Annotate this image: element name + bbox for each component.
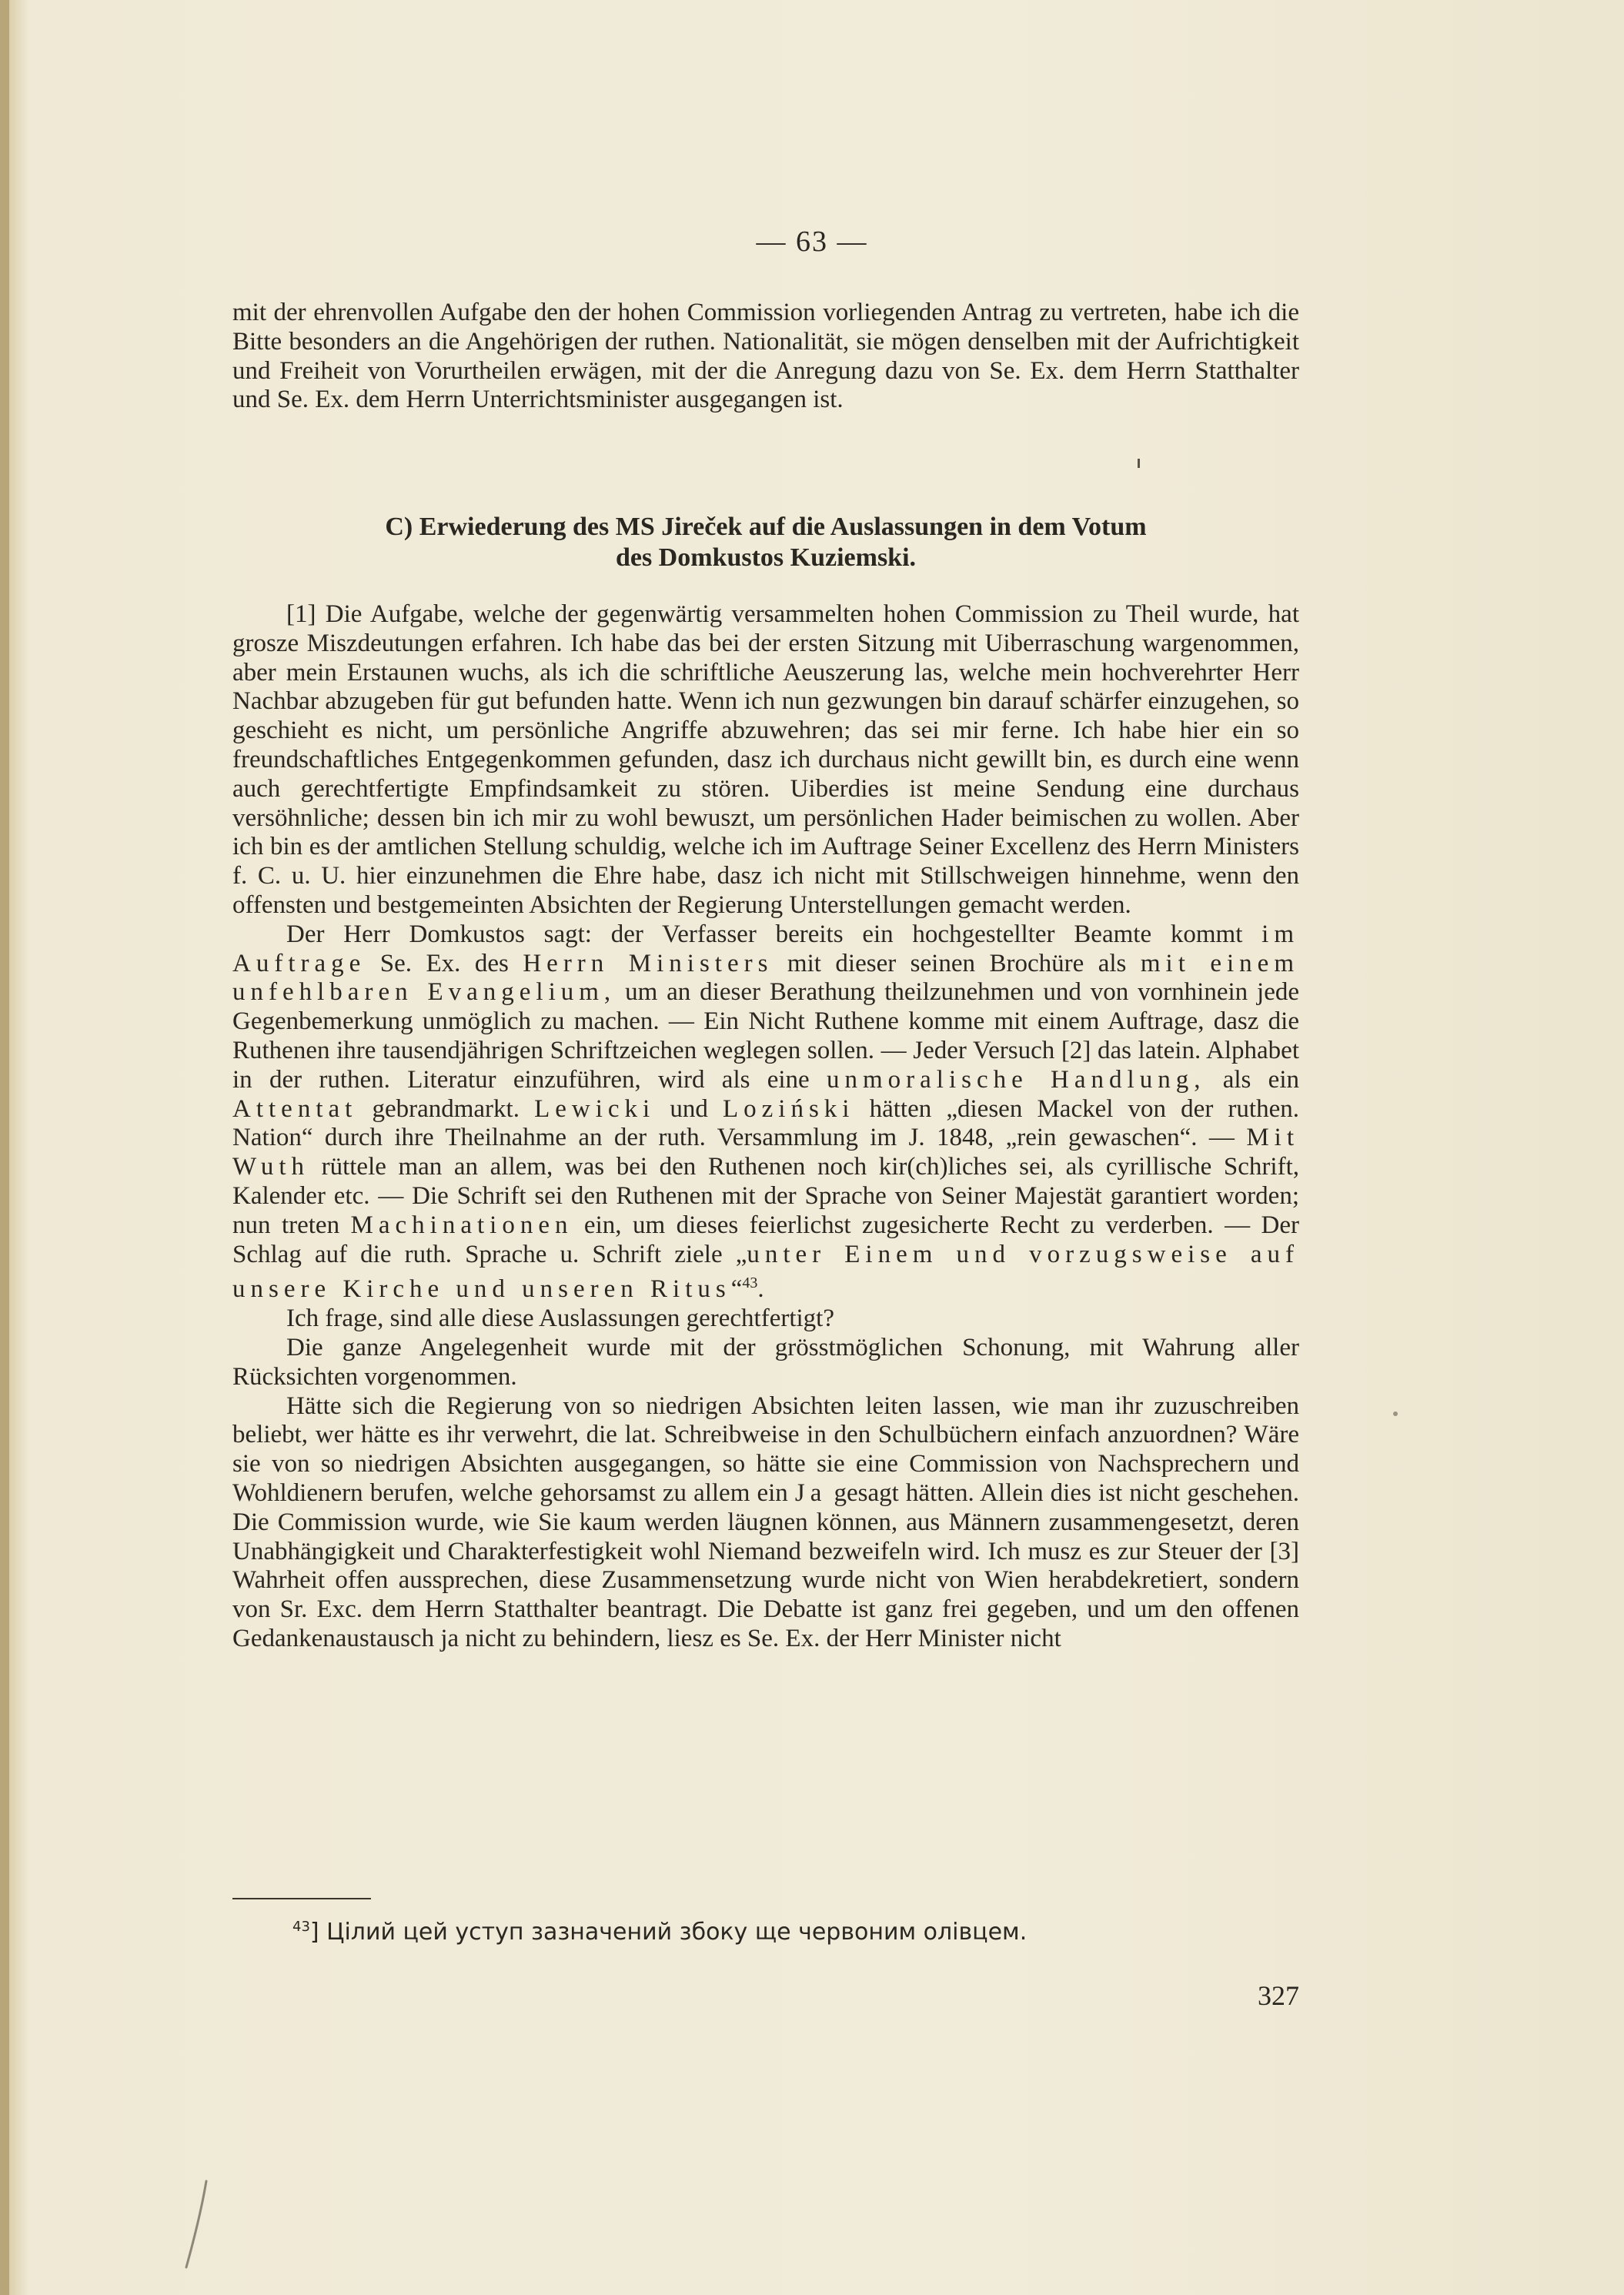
footnote-text: ] Цілий цей уступ зазначений збоку ще червоним олівцем. — [309, 1919, 1028, 1946]
pencil-tick-mark — [1138, 459, 1140, 468]
section-heading — [232, 512, 1299, 573]
p2-part-b: Se. Ex. des — [366, 949, 523, 977]
p2-part-d: um an dieser Berathung theilzunehmen und von vornhinein jede Gegenbemerkung unmöglich zu machen. — Ein Nicht Ruthene komme mit einem Auftrage, dasz die Ruthenen ihre tausendjährigen Schriftzeichen weglegen sollen. — Jeder Versuch [2] das latein. Alphabet in der ruthen. Literatur einzuführen, wird als eine — [232, 978, 1299, 1094]
p2-emphasis-6: Lewicki — [534, 1094, 656, 1123]
p5-part-b: gesagt hätten. Allein dies ist nicht geschehen. Die Commission wurde, wie Sie kaum werden läugnen können, aus Männern zusammengesetzt, deren Unabhängigkeit und Charakterfestigkeit wohl Niemand bezweifeln wird. Ich musz es zur Steuer der [3] Wahrheit offen aussprechen, diese Zusammensetzung wurde nicht von Wien herabdekretiert, sondern von Sr. Exc. dem Herrn Statthalter beantragt. Die Debatte ist ganz frei gegeben, und um den offenen Gedankenaustausch ja nicht zu behindern, liesz es Se. Ex. der Herr Minister nicht — [232, 1478, 1299, 1652]
p2-end: . — [757, 1275, 764, 1304]
p2-emphasis-10: unter Einem und vorzugsweise auf unsere Kirche und unseren Ritus — [232, 1240, 1300, 1304]
p2-emphasis-8: Mit Wuth — [232, 1124, 1299, 1181]
footnote — [292, 1913, 1027, 1946]
page-number: 327 — [1258, 1980, 1299, 2011]
stray-mark — [1393, 1411, 1398, 1416]
binding-edge — [0, 0, 9, 2295]
p2-part-a: Der Herr Domkustos sagt: der Verfasser bereits ein hochgestellter Beamte kommt — [286, 920, 1262, 948]
p2-part-i: rüttele man an allem, was bei den Ruthenen noch kir(ch)liches sei, als cyrillische Schrift, Kalender etc. — Die Schrift sei den Ruthenen mit der Sprache von Seiner Majestät garantiert worden; nun treten — [232, 1153, 1299, 1239]
p2-part-j: ein, um dieses feierlichst zugesicherte Recht zu verderben. — Der Schlag auf die ruth. Sprache u. Schrift ziele „ — [232, 1211, 1299, 1268]
p2-part-g: und — [655, 1094, 723, 1123]
footnote-divider — [232, 1898, 371, 1899]
footnote-reference: 43 — [742, 1274, 758, 1292]
body-paragraph-4: Die ganze Angelegenheit wurde mit der grösstmöglichen Schonung, mit Wahrung aller Rücksichten vorgenommen. — [232, 1333, 1299, 1391]
p2-emphasis-4: unmoralische Handlung, — [826, 1065, 1206, 1094]
p2-emphasis-9: Machinationen — [350, 1211, 573, 1239]
body-paragraph-5 — [232, 1392, 1299, 1654]
section-heading-line-1: C) Erwiederung des MS Jireček auf die Auslassungen in dem Votum — [385, 513, 1147, 541]
intro-paragraph — [232, 299, 1299, 415]
footnote-number: 43 — [292, 1919, 310, 1935]
section-heading-line-2: des Domkustos Kuziemski. — [615, 543, 917, 572]
p5-part-a: Hätte sich die Regierung von so niedrigen Absichten leiten lassen, wie man ihr zuzuschreiben beliebt, wer hätte es ihr verwehrt, die lat. Schreibweise in den Schulbüchern einfach anzuordnen? Wäre sie von so niedrigen Absichten ausgegangen, so hätte sie eine Commission von Nachsprechern und Wohldienern berufen, welche gehorsamst zu allem ein — [232, 1391, 1299, 1507]
body-paragraph-2 — [232, 920, 1299, 1305]
p2-emphasis-2: Herrn Ministers — [523, 949, 774, 977]
p2-emphasis-7: Loziński — [722, 1094, 855, 1123]
running-page-header: — 63 — — [756, 225, 868, 258]
p2-emphasis-5: Attentat — [232, 1094, 358, 1123]
body-paragraph-1: [1] Die Aufgabe, welche der gegenwärtig versammelten hohen Commission zu Theil wurde, hat grosze Miszdeutungen erfahren. Ich habe das bei der ersten Sitzung mit Uiberraschung wargenommen, aber mein Erstaunen wuchs, als ich die schriftliche Aeuszerung las, welche mein hochverehrter Herr Nachbar abzugeben für gut befunden hatte. Wenn ich nun gezwungen bin darauf schärfer einzugehen, so geschieht es nicht, um persönliche Angriffe abzuwehren; das sei mir ferne. Ich habe hier ein so freundschaftliches Entgegenkommen gefunden, dasz ich durchaus nicht gewillt bin, es durch eine wenn auch gerechtfertigte Empfindsamkeit zu stören. Uiberdies ist meine Sendung eine durchaus versöhnliche; dessen bin ich mir zu wohl bewuszt, um persönlichen Hader beimischen zu wollen. Aber ich bin es der amtlichen Stellung schuldig, welche ich im Auftrage Seiner Excellenz des Herrn Ministers f. C. u. U. hier einzunehmen die Ehre habe, dasz ich nicht mit Stillschweigen hinnehme, wenn den offensten und bestgemeinten Absichten der Regierung Unterstellungen gemacht werden. — [232, 600, 1299, 919]
p2-part-h: hätten „diesen Mackel von der ruthen. Nation“ durch ihre Theilnahme an der ruth. Versammlung im J. 1848, „rein gewaschen“. — — [232, 1094, 1299, 1152]
p2-part-f: gebrandmarkt. — [357, 1094, 535, 1123]
p2-part-e: als ein — [1205, 1065, 1299, 1094]
pencil-stroke-mark — [183, 2178, 209, 2270]
body-text — [232, 600, 1299, 1654]
p2-part-c: mit dieser seinen Brochüre als — [773, 949, 1141, 977]
intro-text: mit der ehrenvollen Aufgabe den der hohen Commission vorliegenden Antrag zu vertreten, habe ich die Bitte besonders an die Angehörigen der ruthen. Nationalität, sie mögen denselben mit der Aufrichtigkeit und Freiheit von Vorurtheilen erwägen, mit der die Anregung dazu von Se. Ex. dem Herrn Statthalter und Se. Ex. dem Herrn Unterrichtsminister ausgegangen ist. — [232, 299, 1299, 414]
body-paragraph-3: Ich frage, sind alle diese Auslassungen gerechtfertigt? — [286, 1305, 834, 1333]
p5-emphasis-1: Ja — [794, 1478, 827, 1507]
p2-part-k: “ — [730, 1275, 743, 1304]
p2-emphasis-3: mit einem unfehlbaren Evangelium, — [232, 949, 1299, 1007]
p2-emphasis-1: im Auftrage — [232, 920, 1299, 977]
